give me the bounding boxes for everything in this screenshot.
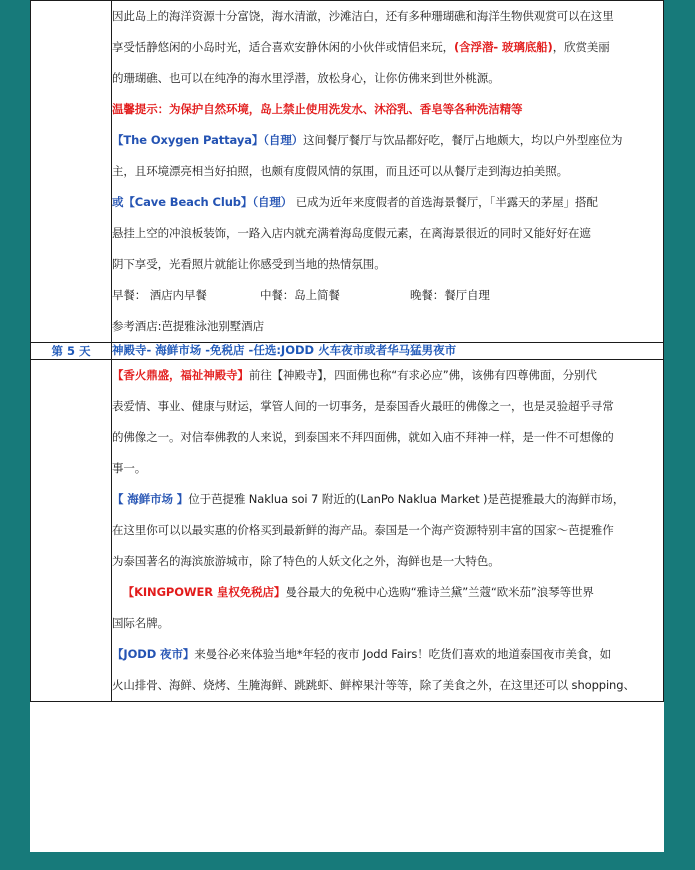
text-line: 事一。 [112, 461, 147, 475]
text-span: 来曼谷必来体验当地*年轻的夜市 Jodd Fairs！吃货们喜欢的地道泰国夜市美食，如 [194, 647, 612, 661]
restaurant-name-oxygen: 【The Oxygen Pattaya】（自理） [112, 133, 304, 147]
jodd-market-name: 【JODD 夜市】 [112, 647, 195, 661]
day5-content-cell [112, 360, 664, 702]
text-span: 已成为近年来度假者的首选海景餐厅，「半露天的茅屋」搭配 [292, 195, 598, 209]
text-line: 悬挂上空的冲浪板装饰，一路入店内就充满着海岛度假元素，在离海景很近的同时又能好好在遮 [112, 226, 591, 240]
seafood-market-name: 【 海鲜市场 】 [112, 492, 189, 506]
text-line [112, 125, 663, 156]
breakfast: 早餐： 酒店内早餐 [112, 288, 207, 302]
day5-content-row [31, 360, 664, 702]
text-line: 火山排骨、海鲜、烧烤、生腌海鲜、跳跳虾、鲜榨果汁等等，除了美食之外，在这里还可以 shopping、 [112, 678, 635, 692]
meals-line [112, 280, 663, 311]
text-line: 在这里你可以以最实惠的价格买到最新鲜的海产品。泰国是一个海产资源特别丰富的国家～芭提雅作 [112, 523, 614, 537]
kingpower-name: 【KINGPOWER 皇权免税店】 [122, 585, 286, 599]
hotel-line: 参考酒店:芭提雅泳池别墅酒店 [112, 319, 264, 333]
text-span: ，欣赏美丽 [552, 40, 610, 54]
text-line: 为泰国著名的海滨旅游城市，除了特色的人妖文化之外，海鲜也是一大特色。 [112, 554, 500, 568]
text-span: 前往【神殿寺】，四面佛也称“有求必应”佛，该佛有四尊佛面，分别代 [248, 368, 597, 382]
itinerary-page [30, 0, 664, 852]
text-line [112, 484, 663, 515]
day5-label: 第 5 天 [31, 343, 112, 360]
text-line [112, 187, 663, 218]
day4-content-cell [112, 1, 664, 343]
itinerary-table [30, 0, 664, 702]
text-line: 主，且环境漂亮相当好拍照，也颇有度假风情的氛围，而且还可以从餐厅走到海边拍美照。 [112, 164, 568, 178]
day5-title: 神殿寺- 海鲜市场 -免税店 -任选:JODD 火车夜市或者华马猛男夜市 [112, 343, 457, 357]
text-line: 因此岛上的海洋资源十分富饶，海水清澈，沙滩洁白，还有多种珊瑚礁和海洋生物供观赏可以在这里 [112, 9, 614, 23]
day4-label-cell [31, 1, 112, 343]
warm-tip: 温馨提示：为保护自然环境，岛上禁止使用洗发水、沐浴乳、香皂等各种洗洁精等 [112, 102, 523, 116]
day4-continued-row [31, 1, 664, 343]
day5-title-row [31, 343, 664, 360]
text-span: 曼谷最大的免税中心选购“雅诗兰黛”兰蔻“欧米茄”浪琴等世界 [285, 585, 594, 599]
day5-empty-cell [31, 360, 112, 702]
temple-name: 【香火鼎盛，福祉神殿寺】 [112, 368, 249, 382]
text-line [112, 577, 663, 608]
dinner: 晚餐：餐厅自理 [410, 288, 490, 302]
text-line: 表爱情、事业、健康与财运，掌管人间的一切事务，是泰国香火最旺的佛像之一，也是灵验超乎寻常 [112, 399, 614, 413]
snorkel-highlight: (含浮潜- 玻璃底船) [454, 40, 553, 54]
restaurant-name-cave: 或【Cave Beach Club】（自理） [112, 195, 293, 209]
text-line: 阴下享受，光看照片就能让你感受到当地的热情氛围。 [112, 257, 386, 271]
text-line [112, 32, 663, 63]
text-line: 的佛像之一。对信奉佛教的人来说，到泰国来不拜四面佛，就如入庙不拜神一样，是一件不可想像的 [112, 430, 614, 444]
text-span: 位于芭提雅 Naklua soi 7 附近的(LanPo Naklua Market )是芭提雅最大的海鲜市场， [188, 492, 625, 506]
text-line [112, 639, 663, 670]
text-line [112, 360, 663, 391]
lunch: 中餐：岛上简餐 [260, 288, 340, 302]
day5-title-cell [112, 343, 664, 360]
text-line: 的珊瑚礁、也可以在纯净的海水里浮潜，放松身心，让你仿佛来到世外桃源。 [112, 71, 500, 85]
text-line: 国际名牌。 [112, 616, 169, 630]
text-span: 享受恬静悠闲的小岛时光，适合喜欢安静休闲的小伙伴或情侣来玩， [112, 40, 454, 54]
text-span: 这间餐厅餐厅与饮品都好吃，餐厅占地颇大，均以户外型座位为 [303, 133, 623, 147]
